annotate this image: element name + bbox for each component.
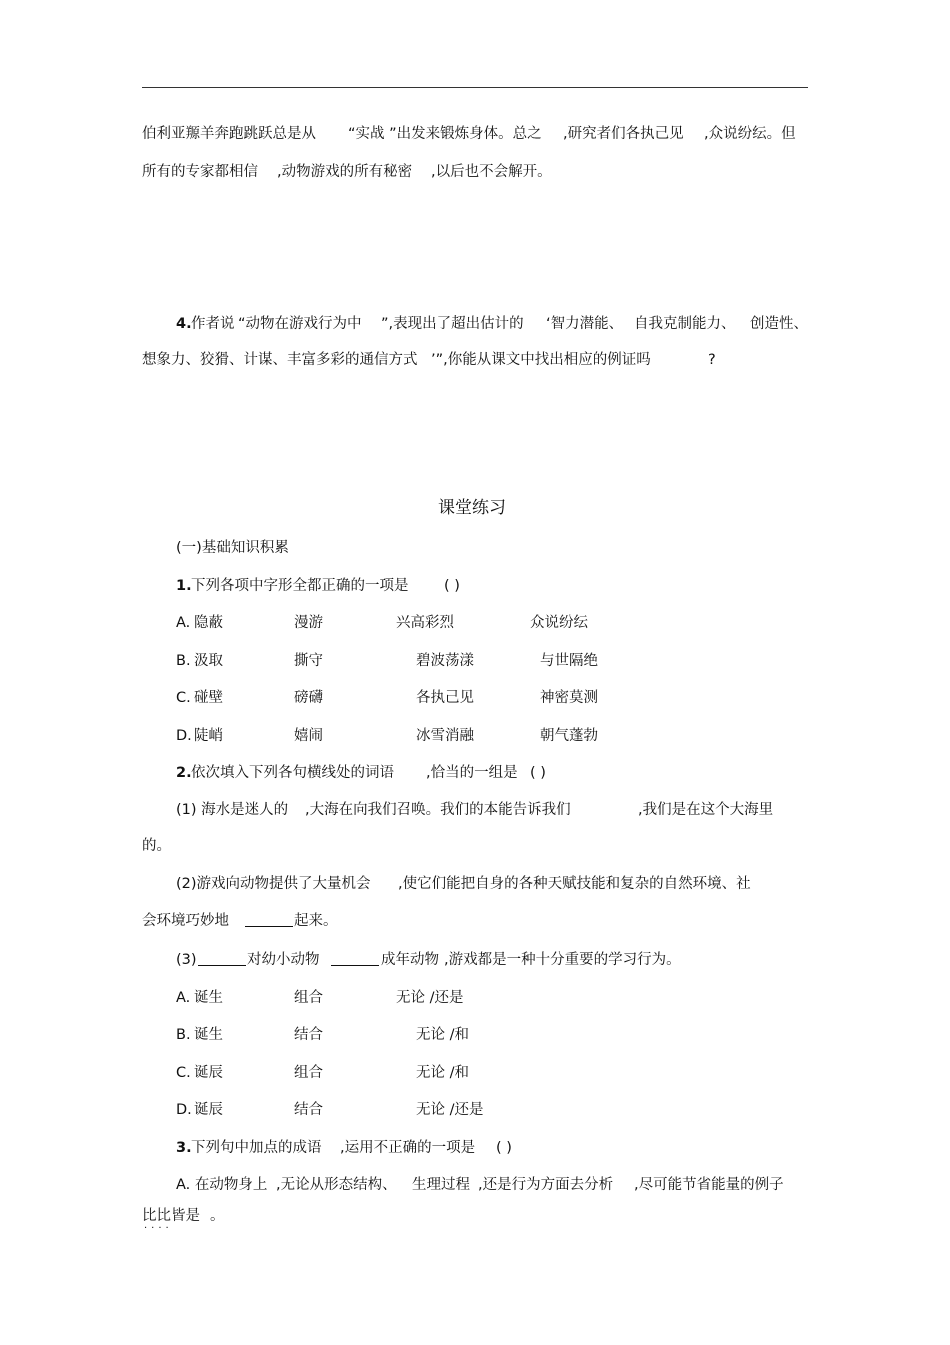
ex2-s3-a: (3) bbox=[176, 952, 197, 968]
ex3-option-a-p7: 。 bbox=[210, 1208, 225, 1224]
ex3-option-a-p5: ,尽可能节省能量的例子 bbox=[634, 1177, 784, 1193]
ex1-option-word: 汲取 bbox=[194, 653, 223, 669]
ex2-option-label: A. bbox=[176, 990, 191, 1006]
ex2-option-label: D. bbox=[176, 1102, 192, 1118]
ex2-s2-a: (2)游戏向动物提供了大量机会 bbox=[176, 876, 371, 892]
ex2-option-label: C. bbox=[176, 1065, 191, 1081]
section-title: 课堂练习 bbox=[438, 498, 506, 518]
passage-line1-c: ,研究者们各执己见 bbox=[563, 126, 684, 142]
q4-line2-b: ’”,你能从课文中找出相应的例证吗 bbox=[431, 352, 651, 368]
ex1-answer-paren: ( ) bbox=[444, 578, 460, 594]
ex2-option-word: 组合 bbox=[294, 990, 323, 1006]
ex2-answer-paren: ( ) bbox=[530, 765, 546, 781]
passage-line1-b: “实战 ”出发来锻炼身体。总之 bbox=[348, 126, 542, 142]
ex1-option-label: D. bbox=[176, 728, 192, 744]
ex1-option-word: 神密莫测 bbox=[540, 690, 598, 706]
ex3-stem: 下列句中加点的成语 bbox=[191, 1140, 322, 1156]
ex2-s2-c: 会环境巧妙地 bbox=[142, 913, 229, 929]
ex2-option-label: B. bbox=[176, 1027, 191, 1043]
ex1-option-label: A. bbox=[176, 615, 191, 631]
ex1-option-word: 冰雪消融 bbox=[416, 728, 474, 744]
ex2-s1-c: ,我们是在这个大海里 bbox=[638, 802, 774, 818]
ex3-option-a-p4: ,还是行为方面去分析 bbox=[478, 1177, 614, 1193]
ex2-s2-b: ,使它们能把自身的各种天赋技能和复杂的自然环境、社 bbox=[398, 876, 751, 892]
ex1-option-word: 漫游 bbox=[294, 615, 323, 631]
q4-line1-b: “动物在游戏行为中 bbox=[238, 316, 362, 332]
passage-line1-a: 伯利亚羱羊奔跑跳跃总是从 bbox=[142, 126, 316, 142]
ex1-option-word: 各执己见 bbox=[416, 690, 474, 706]
ex2-s1-d: 的。 bbox=[142, 838, 171, 854]
ex1-option-word: 隐蔽 bbox=[194, 615, 223, 631]
fill-blank bbox=[331, 951, 379, 966]
ex2-s3-b: 对幼小动物 bbox=[247, 952, 320, 968]
ex2-s1-a: (1) 海水是迷人的 bbox=[176, 802, 289, 818]
ex3-option-a-p2: ,无论从形态结构、 bbox=[276, 1177, 397, 1193]
ex1-option-label: C. bbox=[176, 690, 191, 706]
fill-blank bbox=[245, 912, 293, 927]
fill-blank bbox=[198, 951, 246, 966]
ex2-s3-d: ,游戏都是一种十分重要的学习行为。 bbox=[444, 952, 681, 968]
ex2-option-word: 无论 /和 bbox=[416, 1027, 469, 1043]
ex3-option-a-p3: 生理过程 bbox=[412, 1177, 470, 1193]
q4-line1-a: 作者说 bbox=[191, 316, 235, 332]
ex2-option-word: 组合 bbox=[294, 1065, 323, 1081]
ex2-option-word: 诞辰 bbox=[194, 1102, 223, 1118]
ex2-option-word: 结合 bbox=[294, 1027, 323, 1043]
ex2-option-word: 诞生 bbox=[194, 1027, 223, 1043]
ex1-number: 1. bbox=[176, 578, 192, 594]
ex2-option-word: 诞生 bbox=[194, 990, 223, 1006]
ex1-option-word: 朝气蓬勃 bbox=[540, 728, 598, 744]
ex3-option-a-p1: A. 在动物身上 bbox=[176, 1177, 268, 1193]
ex3-option-a-idiom: 比比皆是 bbox=[142, 1208, 200, 1224]
ex1-option-word: 磅礴 bbox=[294, 690, 323, 706]
passage-line2-b: ,动物游戏的所有秘密 bbox=[277, 164, 413, 180]
passage-line2-c: ,以后也不会解开。 bbox=[431, 164, 552, 180]
ex2-s1-b: ,大海在向我们召唤。我们的本能告诉我们 bbox=[305, 802, 571, 818]
ex1-option-word: 众说纷纭 bbox=[530, 615, 588, 631]
ex1-option-word: 碧波荡漾 bbox=[416, 653, 474, 669]
header-rule bbox=[142, 87, 808, 88]
q4-line1-d: ‘智力潜能、 bbox=[546, 316, 624, 332]
ex3-number: 3. bbox=[176, 1140, 192, 1156]
ex2-stem: 依次填入下列各句横线处的词语 bbox=[191, 765, 394, 781]
q4-line2-c: ? bbox=[708, 352, 716, 368]
emphasis-dots: ···· bbox=[144, 1223, 173, 1234]
ex3-answer-paren: ( ) bbox=[496, 1140, 512, 1156]
ex1-option-word: 陡峭 bbox=[194, 728, 223, 744]
q4-line1-c: ”,表现出了超出估计的 bbox=[381, 316, 524, 332]
passage-line1-d: ,众说纷纭。但 bbox=[704, 126, 796, 142]
q4-line2-a: 想象力、狡猾、计谋、丰富多彩的通信方式 bbox=[142, 352, 418, 368]
passage-line2-a: 所有的专家都相信 bbox=[142, 164, 258, 180]
ex2-number: 2. bbox=[176, 765, 192, 781]
ex1-option-label: B. bbox=[176, 653, 191, 669]
ex1-option-word: 撕守 bbox=[294, 653, 323, 669]
ex2-option-word: 无论 /还是 bbox=[416, 1102, 484, 1118]
ex2-option-word: 无论 /还是 bbox=[396, 990, 464, 1006]
ex3-stem-cont: ,运用不正确的一项是 bbox=[340, 1140, 476, 1156]
ex2-option-word: 诞辰 bbox=[194, 1065, 223, 1081]
q4-line1-f: 创造性、 bbox=[750, 316, 808, 332]
section-subtitle: (一)基础知识积累 bbox=[176, 540, 289, 556]
ex2-s3-c: 成年动物 bbox=[381, 952, 439, 968]
ex1-option-word: 与世隔绝 bbox=[540, 653, 598, 669]
ex1-option-word: 兴高彩烈 bbox=[396, 615, 454, 631]
ex1-option-word: 嬉闹 bbox=[294, 728, 323, 744]
q4-number: 4. bbox=[176, 316, 192, 332]
ex2-stem-cont: ,恰当的一组是 bbox=[426, 765, 518, 781]
ex1-stem: 下列各项中字形全都正确的一项是 bbox=[191, 578, 409, 594]
ex2-s2-d: 起来。 bbox=[294, 913, 338, 929]
q4-line1-e: 自我克制能力、 bbox=[634, 316, 736, 332]
ex2-option-word: 结合 bbox=[294, 1102, 323, 1118]
ex2-option-word: 无论 /和 bbox=[416, 1065, 469, 1081]
ex1-option-word: 碰壁 bbox=[194, 690, 223, 706]
